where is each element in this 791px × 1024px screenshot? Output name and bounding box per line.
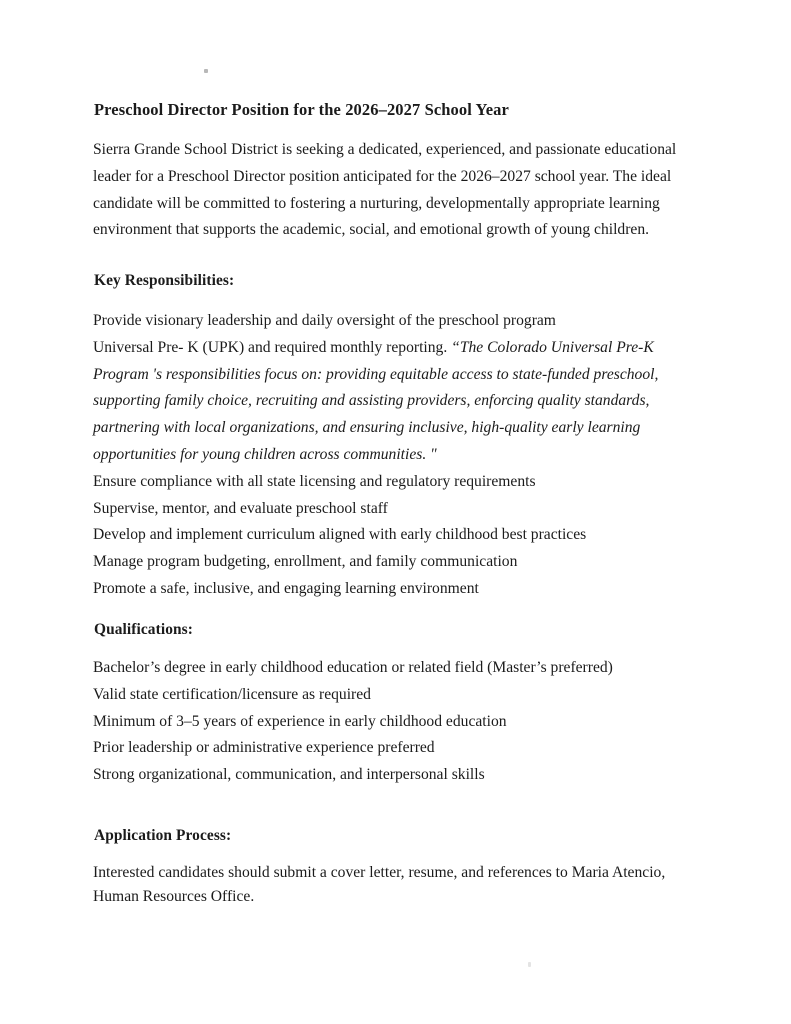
section-heading-qualifications: Qualifications: [94,621,193,638]
section-heading-key-responsibilities: Key Responsibilities: [94,272,235,289]
scan-artifact-speck-lower [528,962,531,967]
quote-text-line: opportunities for young children across communities. " [93,445,437,463]
application-paragraph-line-1: Interested candidates should submit a cover letter, resume, and references to Maria Atencio, [93,864,666,881]
quote-text-line: partnering with local organizations, and ensuring inclusive, high-quality early learning [93,419,641,437]
qualifications-list [93,655,693,789]
section-heading-application-process: Application Process: [94,827,232,844]
application-paragraph-line-2: Human Resources Office. [93,888,255,905]
list-item: Minimum of 3–5 years of experience in early childhood education [93,712,507,730]
list-item: Provide visionary leadership and daily oversight of the preschool program [93,312,556,329]
quote-text-line: Program 's responsibilities focus on: providing equitable access to state-funded preschool, [93,365,659,383]
list-item: Valid state certification/licensure as required [93,685,371,703]
intro-paragraph: Sierra Grande School District is seeking a dedicated, experienced, and passionate educational leader for a Preschool Director position anticipated for the 2026–2027 school year. The ideal candidate will be committed to fostering a nurturing, developmentally appropriate learning environment that supports the academic, social, and emotional growth of young children. [93,141,677,239]
list-item: Ensure compliance with all state licensing and regulatory requirements [93,472,536,490]
key-responsibilities-list [93,308,693,603]
list-item: Supervise, mentor, and evaluate preschool staff [93,499,388,517]
list-item: Develop and implement curriculum aligned with early childhood best practices [93,526,587,544]
quote-text-line: “The Colorado Universal Pre-K [451,338,654,356]
page-title: Preschool Director Position for the 2026–2027 School Year [94,100,509,119]
quote-text-line: supporting family choice, recruiting and assisting providers, enforcing quality standards, [93,392,650,410]
application-process-paragraph [93,861,700,909]
list-item: Manage program budgeting, enrollment, and family communication [93,553,518,571]
list-item-text: Universal Pre- K (UPK) and required monthly reporting. [93,338,448,356]
list-item: Promote a safe, inclusive, and engaging learning environment [93,579,479,597]
scan-artifact-speck [204,69,208,73]
list-item: Bachelor’s degree in early childhood education or related field (Master’s preferred) [93,659,613,676]
list-item: Prior leadership or administrative experience preferred [93,739,435,757]
list-item: Strong organizational, communication, and interpersonal skills [93,766,485,784]
list-item [93,335,693,362]
